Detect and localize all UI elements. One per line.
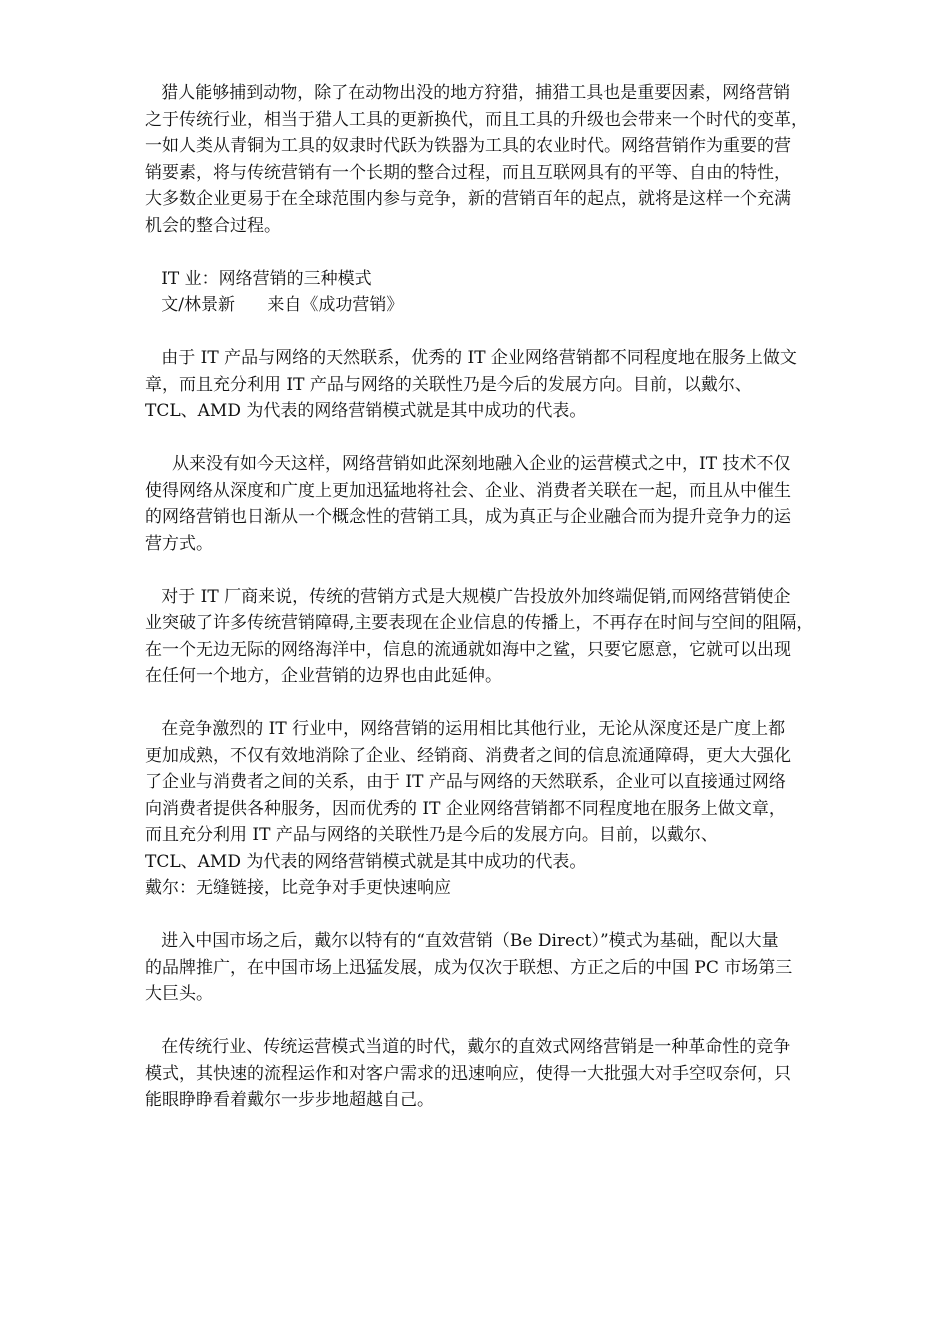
text-line: 从来没有如今天这样，网络营销如此深刻地融入企业的运营模式之中，IT 技术不仅 <box>145 454 791 474</box>
text-line: 能眼睁睁看着戴尔一步步地超越自己。 <box>145 1090 434 1110</box>
paragraph-intro <box>145 80 895 239</box>
text-line: 销要素，将与传统营销有一个长期的整合过程，而且互联网具有的平等、自由的特性， <box>145 162 791 183</box>
paragraph-7 <box>145 1034 895 1114</box>
spacer <box>145 690 895 717</box>
text-line: 对于 IT 厂商来说，传统的营销方式是大规模广告投放外加终端促销,而网络营销使企 <box>145 586 791 607</box>
text-line: 向消费者提供各种服务，因而优秀的 IT 企业网络营销都不同程度地在服务上做文章， <box>145 798 786 819</box>
text-line: 在竞争激烈的 IT 行业中，网络营销的运用相比其他行业，无论从深度还是广度上都 <box>145 719 786 739</box>
text-line: 进入中国市场之后，戴尔以特有的“直效营销（Be Direct）”模式为基础，配以大量 <box>145 931 779 951</box>
text-line: 的品牌推广，在中国市场上迅猛发展，成为仅次于联想、方正之后的中国 PC 市场第三 <box>145 957 793 978</box>
text-line: 章，而且充分利用 IT 产品与网络的关联性乃是今后的发展方向。目前，以戴尔、 <box>145 374 752 395</box>
text-line: 的网络营销也日渐从一个概念性的营销工具，成为真正与企业融合而为提升竞争力的运 <box>145 507 791 527</box>
text-line: 机会的整合过程。 <box>145 215 281 236</box>
text-line: 营方式。 <box>145 533 213 554</box>
paragraph-6 <box>145 928 895 1008</box>
text-line: 大多数企业更易于在全球范围内参与竞争，新的营销百年的起点，就将是这样一个充满 <box>145 189 791 209</box>
text-line: 由于 IT 产品与网络的天然联系，优秀的 IT 企业网络营销都不同程度地在服务上做文 <box>145 348 797 368</box>
text-line: 了企业与消费者之间的关系，由于 IT 产品与网络的天然联系，企业可以直接通过网络 <box>145 772 786 792</box>
paragraph-2 <box>145 345 895 425</box>
article-heading: IT 业：网络营销的三种模式 <box>145 268 372 289</box>
spacer <box>145 425 895 452</box>
text-line: 而且充分利用 IT 产品与网络的关联性乃是今后的发展方向。目前，以戴尔、 <box>145 825 718 845</box>
paragraph-5 <box>145 716 895 902</box>
text-line: 之于传统行业，相当于猎人工具的更新换代，而且工具的升级也会带来一个时代的变革， <box>145 109 808 130</box>
spacer <box>145 557 895 584</box>
text-line: 大巨头。 <box>145 984 213 1004</box>
spacer <box>145 902 895 929</box>
spacer <box>145 1008 895 1035</box>
section-subheading: 戴尔：无缝链接，比竞争对手更快速响应 <box>145 878 451 898</box>
text-line: 在任何一个地方，企业营销的边界也由此延伸。 <box>145 666 502 686</box>
paragraph-4 <box>145 584 895 690</box>
text-line: 使得网络从深度和广度上更加迅猛地将社会、企业、消费者关联在一起，而且从中催生 <box>145 480 791 501</box>
text-line: 更加成熟，不仅有效地消除了企业、经销商、消费者之间的信息流通障碍，更大大强化 <box>145 745 791 766</box>
text-line: 模式，其快速的流程运作和对客户需求的迅速响应，使得一大批强大对手空叹奈何，只 <box>145 1063 791 1084</box>
paragraph-3 <box>145 451 895 557</box>
text-line: 业突破了许多传统营销障碍,主要表现在企业信息的传播上，不再存在时间与空间的阻隔， <box>145 613 814 633</box>
text-line: 一如人类从青铜为工具的奴隶时代跃为铁器为工具的农业时代。网络营销作为重要的营 <box>145 136 791 156</box>
document-body <box>145 80 895 1114</box>
text-line: 在传统行业、传统运营模式当道的时代，戴尔的直效式网络营销是一种革命性的竞争 <box>145 1037 791 1057</box>
spacer <box>145 239 895 266</box>
text-line: 在一个无边无际的网络海洋中，信息的流通就如海中之鲨，只要它愿意，它就可以出现 <box>145 639 791 660</box>
spacer <box>145 319 895 346</box>
text-line: 猎人能够捕到动物，除了在动物出没的地方狩猎，捕猎工具也是重要因素，网络营销 <box>145 83 791 103</box>
text-line: TCL、AMD 为代表的网络营销模式就是其中成功的代表。 <box>145 851 587 872</box>
text-line: TCL、AMD 为代表的网络营销模式就是其中成功的代表。 <box>145 401 587 421</box>
article-byline: 文/林景新 来自《成功营销》 <box>145 295 404 315</box>
